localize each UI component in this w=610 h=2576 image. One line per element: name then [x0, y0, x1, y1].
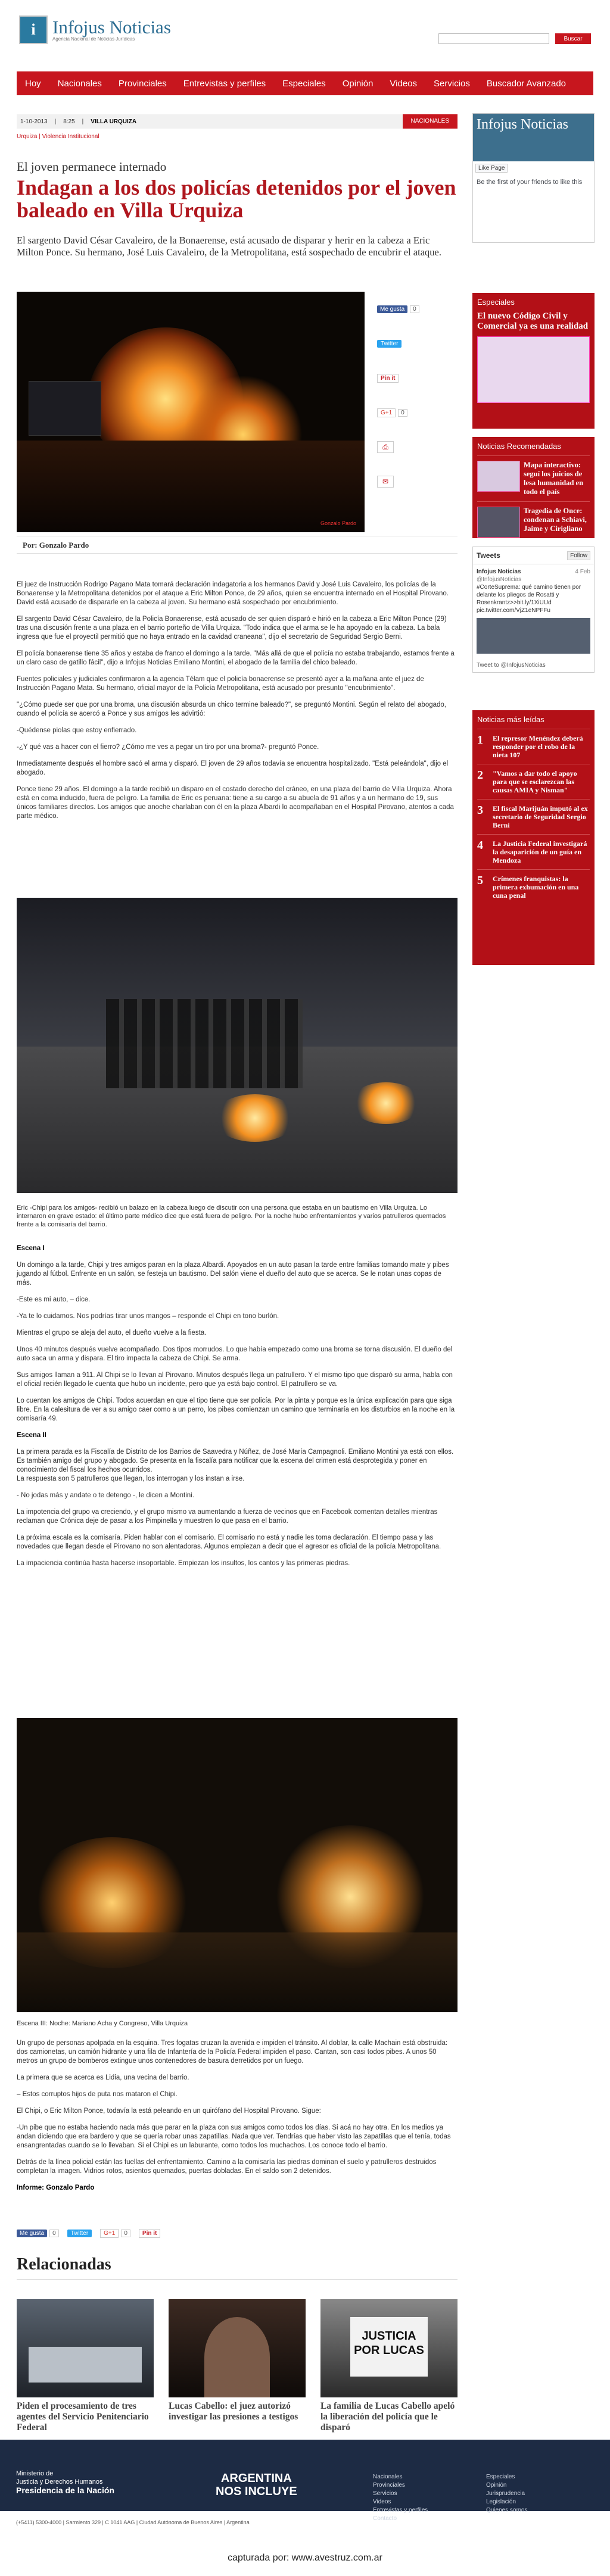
- footer-link[interactable]: Jurisprudencia: [486, 2490, 525, 2497]
- tag-link[interactable]: Violencia Institucional: [42, 133, 99, 140]
- related-title: Lucas Cabello: el juez autorizó investigar las presiones a testigos: [169, 2401, 298, 2422]
- rank-number: 5: [477, 874, 483, 887]
- paragraph: -¿Y qué vas a hacer con el fierro? ¿Cómo me ves a pegar un tiro por una broma?- preguntó Ponce.: [17, 744, 319, 751]
- paragraph: El policía bonaerense tiene 35 años y estaba de franco el domingo a la tarde. "Más allá de que el policía no estaba trabajando, estamos frente a un claro caso de gatillo fácil", dijo a Infojus Noticias Emiliano Montini, el abogado de la familia del chico baleado.: [17, 650, 455, 666]
- logo-mark: i: [19, 15, 48, 44]
- article-title: Indagan a los dos policías detenidos por el joven baleado en Villa Urquiza: [17, 176, 456, 222]
- mas-leidas-box: [472, 710, 595, 965]
- tweet-date: 4 Feb: [575, 569, 590, 575]
- nav-opinion[interactable]: Opinión: [342, 78, 374, 89]
- recomendada-title: Tragedia de Once: condenan a Schiavi, Jaime y Cirigliano: [524, 507, 587, 533]
- mas-leidas-title-text: Crímenes franquistas: la primera exhumación en una cuna penal: [493, 875, 579, 900]
- article-photo-night: [17, 1718, 458, 2012]
- nav-buscador[interactable]: Buscador Avanzado: [486, 78, 567, 89]
- related-item[interactable]: [169, 2299, 306, 2422]
- follow-button[interactable]: Follow: [567, 551, 590, 560]
- paragraph: Detrás de la línea policial están las fuellas del enfrentamiento. Camino a la comisaría las piedras dominan el suelo y patrulleros destruidos completan la imagen. Vidrios rotos, asientos quemados, puertas dobladas. En el saldo son 2 detenidos.: [17, 2159, 437, 2175]
- paragraph: La impaciencia continúa hasta hacerse insoportable. Empiezan los insultos, los cantos y las primeras piedras.: [17, 1560, 350, 1567]
- related-image: [320, 2299, 458, 2397]
- paragraph: Ponce tiene 29 años. El domingo a la tarde recibió un disparo en el costado derecho del cráneo, en una plaza del barrio de Villa Urquiza. Ahora está en coma inducido, fuera de peligro. La familia de Eric es peruana: tiene a su cargo a su abuela de 91 años y a un hermano de 19, sus únicos familiares directos. Los amigos que anoche charlaban con él en la plaza Albardi lo acompañaban en el Hospital Pirovano, atentos a cada parte médico.: [17, 786, 454, 820]
- rank-number: 4: [477, 839, 483, 852]
- paragraph: - No jodas más y andate o te detengo -, le dicen a Montini.: [17, 1492, 194, 1499]
- nav-hoy[interactable]: Hoy: [25, 78, 41, 89]
- especiales-title: Especiales: [477, 298, 515, 307]
- article-signoff: Informe: Gonzalo Pardo: [17, 2184, 95, 2191]
- footer-link[interactable]: Nacionales: [373, 2474, 403, 2480]
- related-title: Piden el procesamiento de tres agentes del Servicio Penitenciario Federal: [17, 2401, 149, 2433]
- especiales-box: [472, 293, 595, 429]
- paragraph: -Un pibe que no estaba haciendo nada más que parar en la plaza con sus amigos como todos los días. Si acá no hay otra. En los medios ya andan diciendo que era bardero y que se quería robar unas zapatillas. Nada que ver. Tendrías que haber visto las zapatillas que el tenía, todas ensangrentadas cuando se lo llevaban. Si el Chipi es un laburante, como todos los muchachos. Los conoce todo el barrio.: [17, 2124, 451, 2149]
- facebook-like-button[interactable]: Me gusta: [17, 2230, 47, 2237]
- article-meta: [17, 114, 458, 129]
- photo-credit: Gonzalo Pardo: [320, 520, 356, 526]
- tweet-media: [477, 618, 590, 654]
- nav-nacionales[interactable]: Nacionales: [57, 78, 102, 89]
- main-nav: [17, 71, 593, 95]
- mas-leidas-title-text: "Vamos a dar todo el apoyo para que se esclarezcan las causas AMIA y Nisman": [493, 769, 577, 794]
- fb-prompt: Be the first of your friends to like this: [477, 179, 583, 186]
- especial-image[interactable]: [477, 336, 590, 403]
- section-badge[interactable]: NACIONALES: [403, 114, 458, 129]
- paragraph: El Chipi, o Eric Milton Ponce, todavía la está peleando en un quirófano del Hospital Pirovano. Sigue:: [17, 2107, 321, 2115]
- meta-sep: |: [54, 118, 57, 125]
- mas-leidas-item[interactable]: [477, 869, 590, 904]
- paragraph: Lo cuentan los amigos de Chipi. Todos acuerdan en que el tipo tiene que ser policía. Por la pinta y porque es la única explicación para que siga libre. En la calesitura de ver a su amigo caer como a un perro, los pibes comienzan un camino que terminaría en los disturbios en la noche en la comisaría 49.: [17, 1397, 455, 1422]
- footer-link[interactable]: Legislación: [486, 2499, 516, 2505]
- capture-credit: capturada por: www.avestruz.com.ar: [228, 2553, 382, 2563]
- photo-caption-2: Eric -Chipi para los amigos- recibió un balazo en la cabeza luego de discutir con una persona que estaba en un bautismo en Villa Urquiza. Lo internaron en grave estado: el último parte médico dice que está fuera de peligro. Por la noche hubo enfrentamientos y varios patrulleros quemados frente a la comisaría del barrio.: [17, 1204, 446, 1228]
- nav-entrevistas[interactable]: Entrevistas y perfiles: [183, 78, 266, 89]
- brand-name: Infojus Noticias: [52, 16, 171, 38]
- paragraph: Unos 40 minutos después vuelve acompañado. Dos tipos morrudos. Lo que había empezado como una broma se torna discusión. El dueño del auto saca un arma y dispara. El tiro impacta la cabeza de Chipi. Se arma.: [17, 1346, 453, 1362]
- article-time: 8:25: [63, 118, 75, 125]
- ministry-line: Ministerio de: [16, 2470, 54, 2477]
- paragraph: -Este es mi auto, – dice.: [17, 1296, 91, 1303]
- rank-number: 2: [477, 769, 483, 782]
- meta-sep: |: [82, 118, 84, 125]
- article-body-1: [17, 580, 458, 829]
- paragraph: Mientras el grupo se aleja del auto, el dueño vuelve a la fiesta.: [17, 1329, 207, 1337]
- footer-link[interactable]: Videos: [373, 2499, 391, 2505]
- related-item[interactable]: [320, 2299, 458, 2433]
- paragraph: Sus amigos llaman a 911. Al Chipi se lo llevan al Pirovano. Minutos después llega un patrullero. Y el mismo tipo que disparó su arma, habla con el oficial recién llegado le cuenta que hubo un incidente, pero que ya está bajo control. El patrullero se va.: [17, 1372, 453, 1388]
- footer-link[interactable]: Entrevistas y perfiles: [373, 2507, 428, 2513]
- especial-item[interactable]: El nuevo Código Civil y Comercial ya es una realidad: [477, 311, 589, 331]
- article-photo-crowd: [17, 898, 458, 1193]
- gplus-count: 0: [398, 409, 407, 417]
- tweet-user[interactable]: Infojus Noticias: [477, 569, 521, 575]
- share-panel: [377, 296, 453, 511]
- gplus-button[interactable]: G+1: [100, 2229, 119, 2238]
- recomendada-thumb: [477, 507, 520, 538]
- search-bar: [438, 33, 591, 44]
- fb-cover: [473, 114, 594, 161]
- ministry-logo[interactable]: [16, 2469, 114, 2496]
- ministry-line: Presidencia de la Nación: [16, 2486, 114, 2495]
- mas-leidas-item[interactable]: [477, 834, 590, 869]
- tweet-to-link[interactable]: Tweet to @InfojusNoticias: [477, 662, 546, 669]
- article-date: 1-10-2013: [20, 118, 48, 125]
- footer-link[interactable]: Contacto: [373, 2515, 397, 2522]
- related-image: [17, 2299, 154, 2397]
- gplus-count: 0: [121, 2230, 130, 2237]
- article-photo-fire: [17, 292, 365, 532]
- twitter-widget: [472, 547, 595, 673]
- rank-number: 3: [477, 804, 483, 817]
- gplus-button[interactable]: G+1: [377, 408, 396, 417]
- email-icon[interactable]: ✉: [377, 476, 394, 488]
- tweet-button[interactable]: Twitter: [377, 340, 402, 348]
- article-body-2: [17, 1244, 458, 1576]
- fb-count: 0: [49, 2230, 59, 2237]
- argentina-line: ARGENTINA: [220, 2472, 292, 2485]
- recomendadas-title: Noticias Recomendadas: [477, 442, 561, 451]
- mas-leidas-item[interactable]: [477, 799, 590, 834]
- paragraph: Un grupo de personas apolpada en la esquina. Tres fogatas cruzan la avenida e impiden el tránsito. Al doblar, la calle Machain está obstruida: dos camionetas, un camión hidrante y una fila de Infantería de la Policía Federal impiden el paso. Cantan, son casi todos pibes. A unos 50 metros un grupo de bomberos extingue unos contenedores de basura derretidos por un fuego.: [17, 2040, 448, 2065]
- recomendada-item[interactable]: [477, 501, 590, 542]
- site-logo[interactable]: [19, 15, 171, 44]
- bottom-share-bar: [17, 2229, 160, 2238]
- tweets-title: Tweets: [477, 551, 500, 560]
- tag-sep: |: [39, 133, 41, 140]
- paragraph: La impotencia del grupo va creciendo, y el grupo mismo va aumentando a fuerza de vecinos que en Facebook comentan detalles mientras reclaman que Crónica deje de pasar a los Pimpinella y muestren lo que pasa en el barrio.: [17, 1509, 438, 1525]
- paragraph: La próxima escala es la comisaría. Piden hablar con el comisario. El comisario no está y nadie les toma declaración. El tiempo pasa y las novedades que llegan desde el Pirovano no son alentadoras. Algunos empiezan a decir que el agresor es oficial de la policía Metropolitana.: [17, 1534, 441, 1550]
- search-input[interactable]: [438, 33, 549, 44]
- footer-link[interactable]: Opinión: [486, 2482, 507, 2488]
- mas-leidas-title: Noticias más leídas: [477, 715, 544, 724]
- facebook-page-widget: [472, 113, 595, 243]
- pinterest-button[interactable]: Pin it: [139, 2229, 160, 2238]
- print-icon[interactable]: ⎙: [377, 441, 394, 453]
- mas-leidas-item[interactable]: [477, 764, 590, 799]
- paragraph: Inmediatamente después el hombre sacó el arma y disparó. El joven de 29 años todavía se encuentra hospitalizado. "Está peleándola", dijo el abogado.: [17, 760, 449, 776]
- paragraph: -Ya te lo cuidamos. Nos podrías tirar unos mangos – responde el Chipi en tono burlón.: [17, 1313, 279, 1320]
- argentina-line: NOS INCLUYE: [216, 2485, 297, 2498]
- recomendada-thumb: [477, 461, 520, 492]
- paragraph: Fuentes policiales y judiciales confirmaron a la agencia Télam que el policía bonaerense se presentó ayer a la mañana ante el juez de Instrucción Pagano Mata. Su hermano, oficial mayor de la Policía Metropolitana, está acusado por presunto "encubrimiento".: [17, 676, 424, 692]
- footer-links-2: [486, 2473, 527, 2515]
- article-author: Por: Gonzalo Pardo: [17, 536, 458, 554]
- footer-link[interactable]: Quienes somos: [486, 2507, 528, 2513]
- brand-tagline: Agencia Nacional de Noticias Jurídicas: [52, 36, 135, 42]
- tweet-text: #CorteSuprema: qué camino tienen por delante los pliegos de Rosatti y Rosenkrantz>>bit.ly/1XiUUd pic.twitter.com/VjZ1eNPFFu: [477, 584, 581, 614]
- paragraph: Un domingo a la tarde, Chipi y tres amigos paran en la plaza Albardi. Apoyados en un auto pasan la tarde entre familias tomando mate y pibes jugando al fútbol. Enfrente en un salón, se festeja un bautismo. Del salón viene el dueño del auto que se acerca. Se le notan unas copas de más.: [17, 1262, 449, 1287]
- paragraph: -Quédense piolas que estoy enfierrado.: [17, 727, 137, 734]
- recomendadas-box: [472, 437, 595, 538]
- paragraph: El sargento David César Cavaleiro, de la Policía Bonaerense, está acusado de ser quien disparó e hirió en la cabeza a Eric Milton Ponce (29) tras una discusión frente a una plaza en el barrio porteño de Villa Urquiza. "Todo indica que el arma se le ha apoyado en la cabeza. La bala ingresa que fue el proyectil permitió que no haya entrado en la cavidad craneana", dijo el secretario de Seguridad Sergio Berni.: [17, 616, 447, 641]
- article-body-3: [17, 2039, 458, 2200]
- footer-link[interactable]: Especiales: [486, 2474, 515, 2480]
- related-item[interactable]: [17, 2299, 154, 2433]
- footer-address: (+5411) 5300-4000 | Sarmiento 329 | C 1041 AAG | Ciudad Autónoma de Buenos Aires | Argentina: [16, 2519, 250, 2525]
- mas-leidas-title-text: El fiscal Marijuán imputó al ex secretario de Seguridad Sergio Berni: [493, 804, 588, 829]
- protest-sign: JUSTICIA POR LUCAS: [350, 2317, 428, 2377]
- argentina-nos-incluye: [216, 2472, 297, 2498]
- nav-servicios[interactable]: Servicios: [434, 78, 470, 89]
- footer-link[interactable]: Servicios: [373, 2490, 397, 2497]
- escena-title: Escena I: [17, 1245, 45, 1252]
- ministry-line: Justicia y Derechos Humanos: [16, 2478, 103, 2486]
- paragraph: El juez de Instrucción Rodrigo Pagano Mata tomará declaración indagatoria a los hermanos David y José Luis Cavaleiro, los policías de la Bonaerense y la Metropolitana detenidos por el ataque a Eric Milton Ponce, de 29 años, quien se encuentra internado en el Hospital Pirovano. David está acusado de dispararle en la cabeza al joven. Su hermano está sospechado por encubrimiento.: [17, 581, 449, 606]
- escena-title: Escena II: [17, 1432, 46, 1439]
- footer-link[interactable]: Provinciales: [373, 2482, 405, 2488]
- related-title: La familia de Lucas Cabello apeló la liberación del policía que le disparó: [320, 2401, 455, 2433]
- search-button[interactable]: Buscar: [555, 33, 591, 44]
- recomendada-item[interactable]: [477, 455, 590, 501]
- fb-page-name[interactable]: Infojus Noticias: [477, 117, 568, 132]
- fb-count: 0: [410, 305, 419, 313]
- paragraph: "¿Cómo puede ser que por una broma, una discusión absurda un chico termine baleado?", se preguntó Montini. Según el relato del abogado, cuando el policía se acercó a Ponce y sus amigos les advirtió:: [17, 701, 446, 717]
- footer-links-1: [373, 2473, 428, 2523]
- recomendada-title: Mapa interactivo: seguí los juicios de lesa humanidad en todo el país: [524, 461, 584, 496]
- paragraph: La primera parada es la Fiscalía de Distrito de los Barrios de Saavedra y Núñez, de José María Campagnoli. Emiliano Montini ya está con ellos. Es también amigo del grupo y abogado. Se presenta en la fiscalía para notificar que la escena del crimen está desprotegida y poner en conocimiento del fiscal los hechos ocurridos. La respuesta son 5 patrulleros que llegan, los interrogan y los instan a irse.: [17, 1448, 454, 1482]
- facebook-like-button[interactable]: Me gusta: [377, 305, 407, 313]
- nav-especiales[interactable]: Especiales: [282, 78, 326, 89]
- related-image: [169, 2299, 306, 2397]
- tweet-handle[interactable]: @InfojusNoticias: [477, 576, 522, 583]
- pinterest-button[interactable]: Pin it: [377, 374, 399, 383]
- nav-provinciales[interactable]: Provinciales: [118, 78, 167, 89]
- tag-link[interactable]: Urquiza: [17, 133, 38, 140]
- fb-like-page-button[interactable]: Like Page: [475, 164, 508, 173]
- tag-list: [17, 133, 99, 140]
- article-lead: El sargento David César Cavaleiro, de la Bonaerense, está acusado de disparar y herir en la cabeza a Eric Milton Ponce. Su hermano, José Luis Cavaleiro, de la Metropolitana, está sospechado de encubrir el ataque.: [17, 235, 441, 258]
- mas-leidas-item[interactable]: [477, 729, 590, 764]
- article-section[interactable]: VILLA URQUIZA: [91, 118, 137, 125]
- photo-caption-3: Escena III: Noche: Mariano Acha y Congreso, Villa Urquiza: [17, 2020, 188, 2027]
- paragraph: – Estos corruptos hijos de puta nos mataron el Chipi.: [17, 2091, 178, 2098]
- related-heading: Relacionadas: [17, 2255, 458, 2280]
- rank-number: 1: [477, 733, 483, 747]
- article-kicker: El joven permanece internado: [17, 160, 167, 174]
- nav-videos[interactable]: Videos: [390, 78, 418, 89]
- mas-leidas-title-text: El represor Menéndez deberá responder por el robo de la nieta 107: [493, 734, 583, 759]
- paragraph: La primera que se acerca es Lidia, una vecina del barrio.: [17, 2074, 189, 2081]
- mas-leidas-title-text: La Justicia Federal investigará la desaparición de un guía en Mendoza: [493, 839, 587, 864]
- tweet-button[interactable]: Twitter: [67, 2230, 92, 2237]
